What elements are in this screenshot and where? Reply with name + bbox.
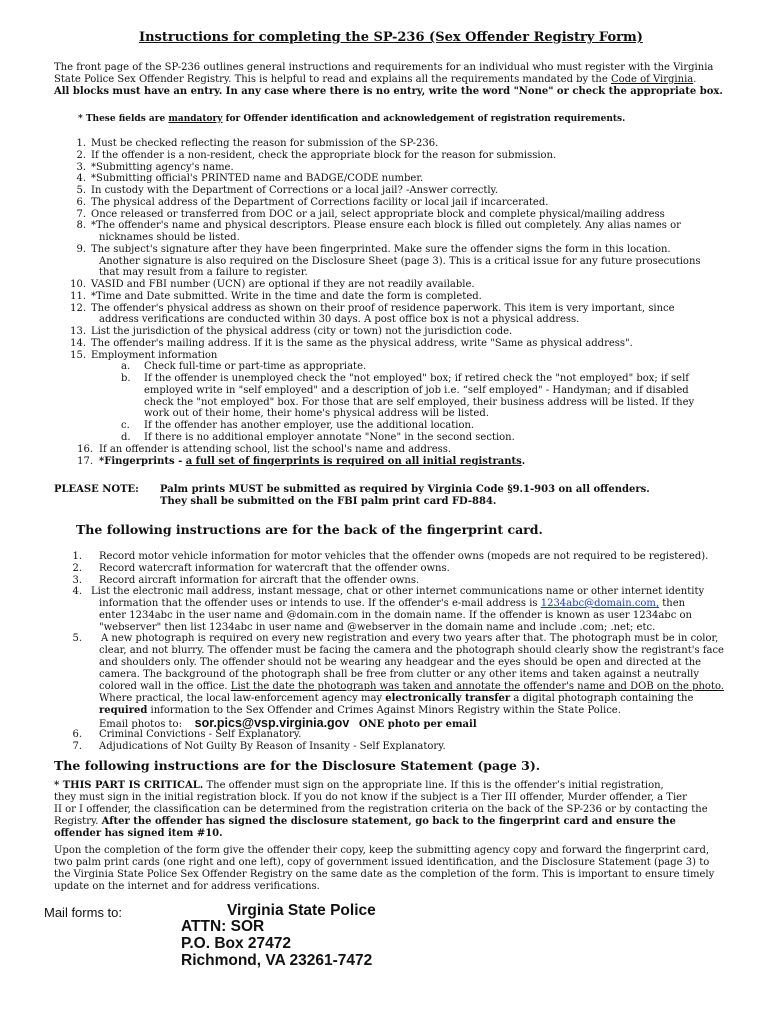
back-item-5-line-1: A new photograph is required on every new registration and every two years after that. The photograph must be in color, (101, 633, 719, 644)
list-item-text: Employment information (91, 349, 218, 361)
list-item-number: 3. (72, 574, 82, 586)
mandatory-note (78, 113, 625, 125)
sub-item-text: If the offender is unemployed check the "not employed" box; if retired check the "not employed" box; if self (144, 373, 689, 384)
list-item-text: If the offender is a non-resident, check the appropriate block for the reason for submission. (91, 149, 557, 161)
list-item-text: The physical address of the Department of Corrections facility or local jail if incarcerated. (91, 196, 549, 208)
intro-line-2-text: State Police Sex Offender Registry. This is helpful to read and explains all the requirements mandated by the (54, 74, 611, 85)
list-item-number: 3. (76, 161, 86, 173)
mail-address-line-2: ATTN: SOR (181, 918, 265, 935)
back-item-4-line-2-end: then (659, 598, 686, 609)
list-item-number: 2. (76, 149, 86, 161)
email-photo-note: ONE photo per email (358, 719, 477, 730)
back-item-5-line-6 (99, 693, 693, 705)
code-of-virginia-link: Code of Virginia (610, 74, 694, 85)
list-item-text: *Submitting official's PRINTED name and BADGE/CODE number. (91, 173, 424, 185)
list-item-number: 1. (76, 138, 86, 149)
disclosure-heading: The following instructions are for the Disclosure Statement (page 3). (54, 758, 541, 773)
sub-item-text: employed write in "self employed" and a description of job i.e. “self employed" - Handyman; and if disabled (144, 384, 689, 396)
list-item-text: The offender's mailing address. If it is the same as the physical address, write "Same as physical address". (91, 337, 633, 349)
sub-item-text: If the offender has another employer, use the additional location. (144, 420, 475, 431)
back-item-4-line-1: List the electronic mail address, instant message, chat or other internet communications name or other internet identity (91, 586, 705, 597)
intro-line-3: All blocks must have an entry. In any case where there is no entry, write the word "None" or check the appropriate box. (54, 86, 723, 97)
back-item-5-line-6-end: a digital photograph containing the (510, 693, 694, 704)
list-item-text: that may result from a failure to register. (99, 267, 308, 279)
mandatory-note-underlined: mandatory (168, 114, 223, 124)
list-item-text: Must be checked reflecting the reason for submission of the SP-236. (91, 138, 439, 149)
list-item-text: The offender's physical address as shown on their proof of residence paperwork. This item is very important, since (91, 302, 675, 314)
back-item-5-line-4: camera. The background of the photograph shall be free from clutter or any other items and taken against a neutrally (99, 669, 699, 680)
back-item-4-line-4: "webserver" then list 1234abc in user name and @webserver in the domain name and include .com; .net; etc. (99, 622, 656, 633)
completion-line-2: two palm print cards (one right and one left), copy of government issued identification, and the Disclosure Statement (page 3) to (54, 857, 710, 868)
back-item-5-line-6-bold: electronically transfer (385, 693, 511, 704)
sub-item-letter: c. (121, 420, 130, 431)
list-item-text: Criminal Convictions - Self Explanatory. (99, 729, 302, 740)
item-17-pre: *Fingerprints - (99, 456, 186, 467)
critical-lead: * THIS PART IS CRITICAL. (54, 780, 204, 791)
please-note-line-1: Palm prints MUST be submitted as required by Virginia Code §9.1-903 on all offenders. (160, 484, 650, 495)
sub-item-letter: b. (121, 373, 131, 384)
list-item-number: 7. (76, 208, 86, 220)
list-item-number: 15. (70, 349, 86, 361)
list-item-text: nicknames should be listed. (99, 232, 240, 243)
list-item-number: 6. (72, 729, 82, 740)
list-item-text: address verifications are conducted within 30 days. A post office box is not a physical address. (99, 314, 580, 326)
photo-email-address[interactable]: sor.pics@vsp.virginia.gov (194, 716, 350, 730)
list-item-number: 12. (70, 302, 86, 314)
list-item-text: *Submitting agency's name. (91, 161, 234, 173)
item-17-text (99, 456, 525, 468)
back-item-4-line-2-text: information that the offender uses or intends to use. If the offender's e-mail address is (99, 598, 541, 609)
critical-line-1-text: The offender must sign on the appropriate line. If this is the offender’s initial registration, (203, 780, 664, 791)
list-item-text: Record watercraft information for watercraft that the offender owns. (99, 562, 450, 574)
mail-address-line-3: P.O. Box 27472 (181, 935, 292, 952)
mandatory-note-pre: * These fields are (78, 114, 169, 124)
list-item-text: Adjudications of Not Guilty By Reason of Insanity - Self Explanatory. (99, 740, 446, 752)
list-item-number: 2. (72, 562, 82, 574)
list-item-text: List the jurisdiction of the physical address (city or town) not the jurisdiction code. (91, 326, 513, 337)
list-item-number: 9. (76, 243, 86, 255)
item-17-underlined: a full set of fingerprints is required on all initial registrants (185, 456, 522, 467)
mail-address-line-1: Virginia State Police (227, 902, 376, 919)
back-item-4-line-3: enter 1234abc in the user name and @domain.com in the domain name. If the offender is known as user 1234abc on (99, 610, 692, 621)
sub-item-text: Check full-time or part-time as appropriate. (144, 361, 367, 373)
back-item-5-line-7-text: information to the Sex Offender and Crimes Against Minors Registry within the State Police. (147, 705, 621, 716)
back-item-4-number: 4. (72, 586, 82, 597)
list-item-number: 5. (76, 185, 86, 196)
critical-line-3: II or I offender, the classification can be determined from the registration criteria on the back of the SP-236 or by contacting the (54, 804, 708, 815)
list-item-text: Record aircraft information for aircraft that the offender owns. (99, 574, 420, 586)
list-item-text: The subject's signature after they have been fingerprinted. Make sure the offender signs the form in this location. (91, 243, 671, 255)
list-item-number: 8. (76, 220, 86, 232)
sub-item-letter: d. (121, 431, 131, 443)
list-item-number: 10. (70, 279, 86, 290)
list-item-text: Once released or transferred from DOC or a jail, select appropriate block and complete physical/mailing address (91, 208, 665, 220)
list-item-number: 14. (70, 337, 86, 349)
back-item-5-number: 5. (72, 633, 82, 644)
back-item-5-line-6-text: Where practical, the local law-enforcement agency may (99, 693, 386, 704)
back-card-heading: The following instructions are for the back of the fingerprint card. (76, 522, 543, 537)
back-item-5-line-5-underlined: List the date the photograph was taken and annotate the offender's name and DOB on the photo. (230, 681, 724, 692)
back-item-5-line-2: clear, and not blurry. The offender must be facing the camera and the photograph should clearly show the registrant's face (99, 645, 724, 656)
list-item-number: 7. (72, 740, 82, 752)
list-item-number: 11. (70, 290, 86, 302)
list-item-text: Another signature is also required on the Disclosure Sheet (page 3). This is a critical issue for any future prosecutions (99, 255, 701, 267)
mail-forms-label: Mail forms to: (44, 905, 123, 920)
mandatory-note-post: for Offender identification and acknowledgement of registration requirements. (222, 114, 626, 124)
critical-line-1 (54, 780, 664, 792)
item-16-number: 16. (77, 444, 93, 455)
sub-item-text: If there is no additional employer annotate "None" in the second section. (144, 431, 515, 443)
back-item-5-line-7-bold: required (99, 705, 148, 716)
please-note-line-2: They shall be submitted on the FBI palm print card FD-884. (160, 496, 497, 507)
list-item-number: 4. (76, 173, 86, 185)
completion-line-4: update on the internet and for address verifications. (54, 881, 320, 892)
list-item-number: 6. (76, 196, 86, 208)
sub-item-text: check the "not employed" box. For those that are self employed, their business address will be listed. If they (144, 396, 695, 408)
sub-item-text: work out of their home, their home's physical address will be listed. (144, 408, 489, 420)
list-item-text: In custody with the Department of Corrections or a local jail? -Answer correctly. (91, 185, 499, 196)
back-item-4-line-2 (99, 598, 685, 610)
critical-line-2: they must sign in the initial registration block. If you do not know if the subject is a Tier III offender, Murder offender, a Tier (54, 792, 687, 803)
list-item-text: *Time and Date submitted. Write in the time and date the form is completed. (91, 290, 482, 302)
item-17-number: 17. (77, 456, 93, 467)
back-item-5-line-5-text: colored wall in the office. (99, 681, 231, 692)
completion-line-3: the Virginia State Police Sex Offender Registry on the same date as the completion of the form. This is important to ensure timely (54, 869, 715, 880)
sub-item-letter: a. (121, 361, 131, 373)
page-title: Instructions for completing the SP-236 (Sex Offender Registry Form) (139, 30, 643, 45)
back-item-5-line-5 (99, 681, 724, 693)
critical-line-4 (54, 816, 676, 828)
list-item-text: *The offender's name and physical descriptors. Please ensure each block is filled out completely. Any alias names or (91, 220, 681, 232)
list-item-text: Record motor vehicle information for motor vehicles that the offender owns (mopeds are not required to be registered). (99, 551, 709, 562)
please-note-label: PLEASE NOTE: (54, 484, 139, 495)
critical-line-4-bold: After the offender has signed the disclosure statement, go back to the fingerprint card and ensure the (101, 816, 676, 827)
example-email-link[interactable]: 1234abc@domain.com, (540, 598, 660, 609)
list-item-number: 13. (70, 326, 86, 337)
back-item-5-line-3: and shoulders only. The offender should not be wearing any headgear and the eyes should be open and directed at the (99, 657, 702, 668)
intro-line-2 (54, 74, 696, 86)
intro-line-2-end: . (693, 74, 697, 85)
critical-line-4-text: Registry. (54, 816, 102, 827)
intro-line-1: The front page of the SP-236 outlines general instructions and requirements for an individual who must register with the Virginia (54, 62, 714, 73)
list-item-number: 1. (72, 551, 82, 562)
mail-address-line-4: Richmond, VA 23261-7472 (181, 952, 373, 969)
completion-line-1: Upon the completion of the form give the offender their copy, keep the submitting agency copy and forward the fingerprint card, (54, 845, 710, 856)
item-16-text: If an offender is attending school, list the school's name and address. (99, 444, 452, 455)
critical-line-5: offender has signed item #10. (54, 828, 223, 839)
item-17-post: . (521, 456, 526, 467)
email-photos-label: Email photos to: (99, 719, 182, 730)
list-item-text: VASID and FBI number (UCN) are optional if they are not readily available. (91, 279, 475, 290)
